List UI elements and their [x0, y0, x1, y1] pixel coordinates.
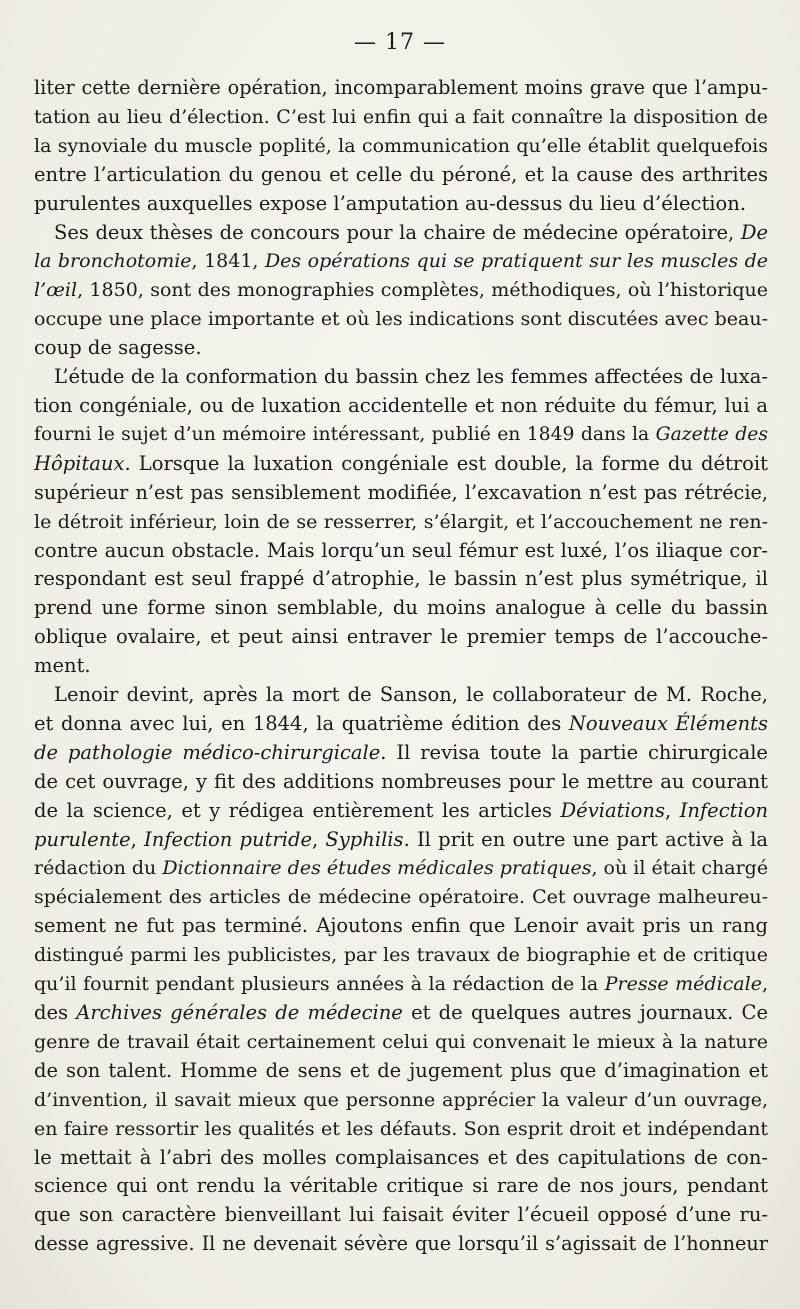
- text-segment: fourni le sujet d’un mémoire intéressant, publié en 1849 dans la: [34, 423, 656, 445]
- page-number: — 17 —: [354, 30, 446, 55]
- text-segment: distingué parmi les publicistes, par les travaux de biographie et de critique: [34, 944, 768, 967]
- text-segment: de la science, et y rédigea entièrement les articles: [34, 798, 561, 822]
- italic-text-segment: la bronchotomie: [34, 250, 192, 273]
- italic-text-segment: Hôpitaux: [34, 451, 125, 475]
- text-segment: de son talent. Homme de sens et de jugement plus que d’imagination et: [34, 1058, 768, 1082]
- text-line: [34, 1172, 768, 1201]
- text-line: [34, 883, 768, 912]
- text-line: [34, 334, 768, 363]
- text-line: [34, 132, 768, 161]
- text-line: [34, 479, 768, 508]
- text-segment: prend une forme sinon semblable, du moins analogue à celle du bassin: [34, 596, 768, 620]
- text-segment: genre de travail était certainement celui qui convenait le mieux à la nature: [34, 1030, 768, 1053]
- text-line: [34, 681, 768, 710]
- italic-text-segment: l’œil: [34, 279, 78, 302]
- text-segment: coup de sagesse.: [34, 336, 202, 360]
- text-line: [34, 652, 768, 681]
- text-line: [34, 537, 768, 566]
- text-line: [34, 392, 768, 421]
- text-segment: de cet ouvrage, y fit des additions nombreuses pour le mettre au courant: [34, 769, 768, 793]
- text-line: [34, 247, 768, 276]
- text-line: [34, 797, 768, 826]
- italic-text-segment: Déviations: [560, 798, 665, 822]
- text-line: [34, 305, 768, 334]
- text-segment: qu’il fournit pendant plusieurs années à la rédaction de la: [34, 973, 605, 996]
- text-segment: le détroit inférieur, loin de se resserrer, s’élargit, et l’accouchement ne ren-: [34, 510, 768, 533]
- text-segment: , 1850, sont des monographies complètes, méthodiques, où l’historique: [77, 279, 768, 302]
- text-line: [34, 363, 768, 392]
- text-line: [34, 768, 768, 797]
- text-line: [34, 594, 768, 623]
- text-line: [34, 1086, 768, 1115]
- text-line: [34, 421, 768, 450]
- text-segment: occupe une place importante et où les indications sont discutées avec beau-: [34, 308, 768, 331]
- italic-text-segment: Gazette des: [655, 423, 768, 445]
- italic-text-segment: Des opérations qui se pratiquent sur les muscles de: [264, 250, 768, 273]
- text-segment: contre aucun obstacle. Mais lorqu’un seul fémur est luxé, l’os iliaque cor-: [34, 538, 768, 562]
- text-segment: desse agressive. Il ne devenait sévère que lorsqu’il s’agissait de l’honneur: [34, 1232, 768, 1256]
- text-line: [34, 941, 768, 970]
- text-segment: entre l’articulation du genou et celle du péroné, et la cause des arthrites: [34, 162, 768, 186]
- text-line: [34, 1230, 768, 1259]
- text-line: [34, 912, 768, 941]
- text-segment: et donna avec lui, en 1844, la quatrième édition des: [34, 711, 569, 735]
- text-segment: ment.: [34, 654, 91, 678]
- text-line: [34, 450, 768, 479]
- text-segment: tation au lieu d’élection. C’est lui enfin qui a fait connaître la disposition de: [34, 105, 768, 128]
- text-segment: . Il revisa toute la partie chirurgicale: [380, 740, 768, 764]
- text-line: [34, 854, 768, 883]
- text-line: [34, 999, 768, 1028]
- text-line: [34, 1201, 768, 1230]
- text-segment: Ses deux thèses de concours pour la chaire de médecine opératoire,: [54, 220, 741, 244]
- italic-text-segment: purulente: [34, 827, 131, 851]
- text-segment: sement ne fut pas terminé. Ajoutons enfin que Lenoir avait pris un rang: [34, 914, 768, 938]
- text-segment: rédaction du: [34, 857, 163, 880]
- text-line: [34, 826, 768, 855]
- text-segment: ,: [664, 798, 680, 822]
- text-segment: respondant est seul frappé d’atrophie, le bassin n’est plus symétrique, il: [34, 567, 768, 591]
- text-segment: ,: [312, 827, 326, 851]
- text-line: [34, 1144, 768, 1173]
- text-line: [34, 276, 768, 305]
- text-line: [34, 161, 768, 190]
- text-line: [34, 623, 768, 652]
- text-segment: , où il était chargé: [591, 857, 768, 880]
- text-segment: en faire ressortir les qualités et les défauts. Son esprit droit et indépendant: [34, 1117, 768, 1140]
- italic-text-segment: de pathologie médico-chirurgicale: [34, 740, 381, 764]
- text-segment: que son caractère bienveillant lui faisait éviter l’écueil opposé d’une ru-: [34, 1203, 768, 1227]
- italic-text-segment: Infection putride: [144, 827, 313, 851]
- text-line: [34, 739, 768, 768]
- text-segment: , 1841,: [191, 250, 265, 273]
- text-line: [34, 103, 768, 132]
- text-line: [34, 190, 768, 219]
- text-segment: . Il prit en outre une part active à la: [403, 827, 768, 851]
- text-line: [34, 508, 768, 537]
- text-line: [34, 970, 768, 999]
- text-segment: . Lorsque la luxation congéniale est double, la forme du détroit: [124, 451, 768, 475]
- text-line: [34, 1115, 768, 1144]
- text-segment: la synoviale du muscle poplité, la communication qu’elle établit quelquefois: [34, 134, 768, 157]
- text-segment: spécialement des articles de médecine opératoire. Cet ouvrage malheureu-: [34, 886, 768, 909]
- italic-text-segment: De: [740, 220, 768, 244]
- text-line: [34, 1057, 768, 1086]
- text-line: [34, 74, 768, 103]
- body-text: [34, 74, 768, 1259]
- text-segment: ,: [130, 827, 145, 851]
- italic-text-segment: Syphilis: [325, 827, 404, 851]
- text-segment: Lenoir devint, après la mort de Sanson, le collaborateur de M. Roche,: [54, 683, 768, 707]
- text-segment: ,: [761, 973, 768, 996]
- text-segment: supérieur n’est pas sensiblement modifiée, l’excavation n’est pas rétrécie,: [34, 480, 768, 504]
- text-segment: purulentes auxquelles expose l’amputation au-dessus du lieu d’élection.: [34, 191, 747, 215]
- text-line: [34, 219, 768, 248]
- text-line: [34, 1028, 768, 1057]
- text-segment: des: [34, 1001, 77, 1024]
- text-segment: et de quelques autres journaux. Ce: [402, 1001, 768, 1024]
- text-segment: oblique ovalaire, et peut ainsi entraver le premier temps de l’accouche-: [34, 625, 768, 649]
- text-segment: d’invention, il savait mieux que personne apprécier la valeur d’un ouvrage,: [34, 1088, 768, 1111]
- text-segment: L’étude de la conformation du bassin chez les femmes affectées de luxa-: [54, 365, 768, 389]
- italic-text-segment: Nouveaux Éléments: [568, 711, 768, 735]
- text-line: [34, 565, 768, 594]
- text-segment: tion congéniale, ou de luxation accidentelle et non réduite du fémur, lui a: [34, 393, 768, 417]
- text-segment: science qui ont rendu la véritable critique si rare de nos jours, pendant: [34, 1174, 768, 1198]
- italic-text-segment: Archives générales de médecine: [76, 1001, 403, 1024]
- italic-text-segment: Dictionnaire des études médicales pratiques: [162, 857, 592, 880]
- italic-text-segment: Infection: [679, 798, 768, 822]
- text-line: [34, 710, 768, 739]
- italic-text-segment: Presse médicale: [604, 973, 762, 996]
- text-segment: liter cette dernière opération, incomparablement moins grave que l’ampu-: [34, 76, 768, 99]
- text-segment: le mettait à l’abri des molles complaisances et des capitulations de con-: [34, 1145, 768, 1169]
